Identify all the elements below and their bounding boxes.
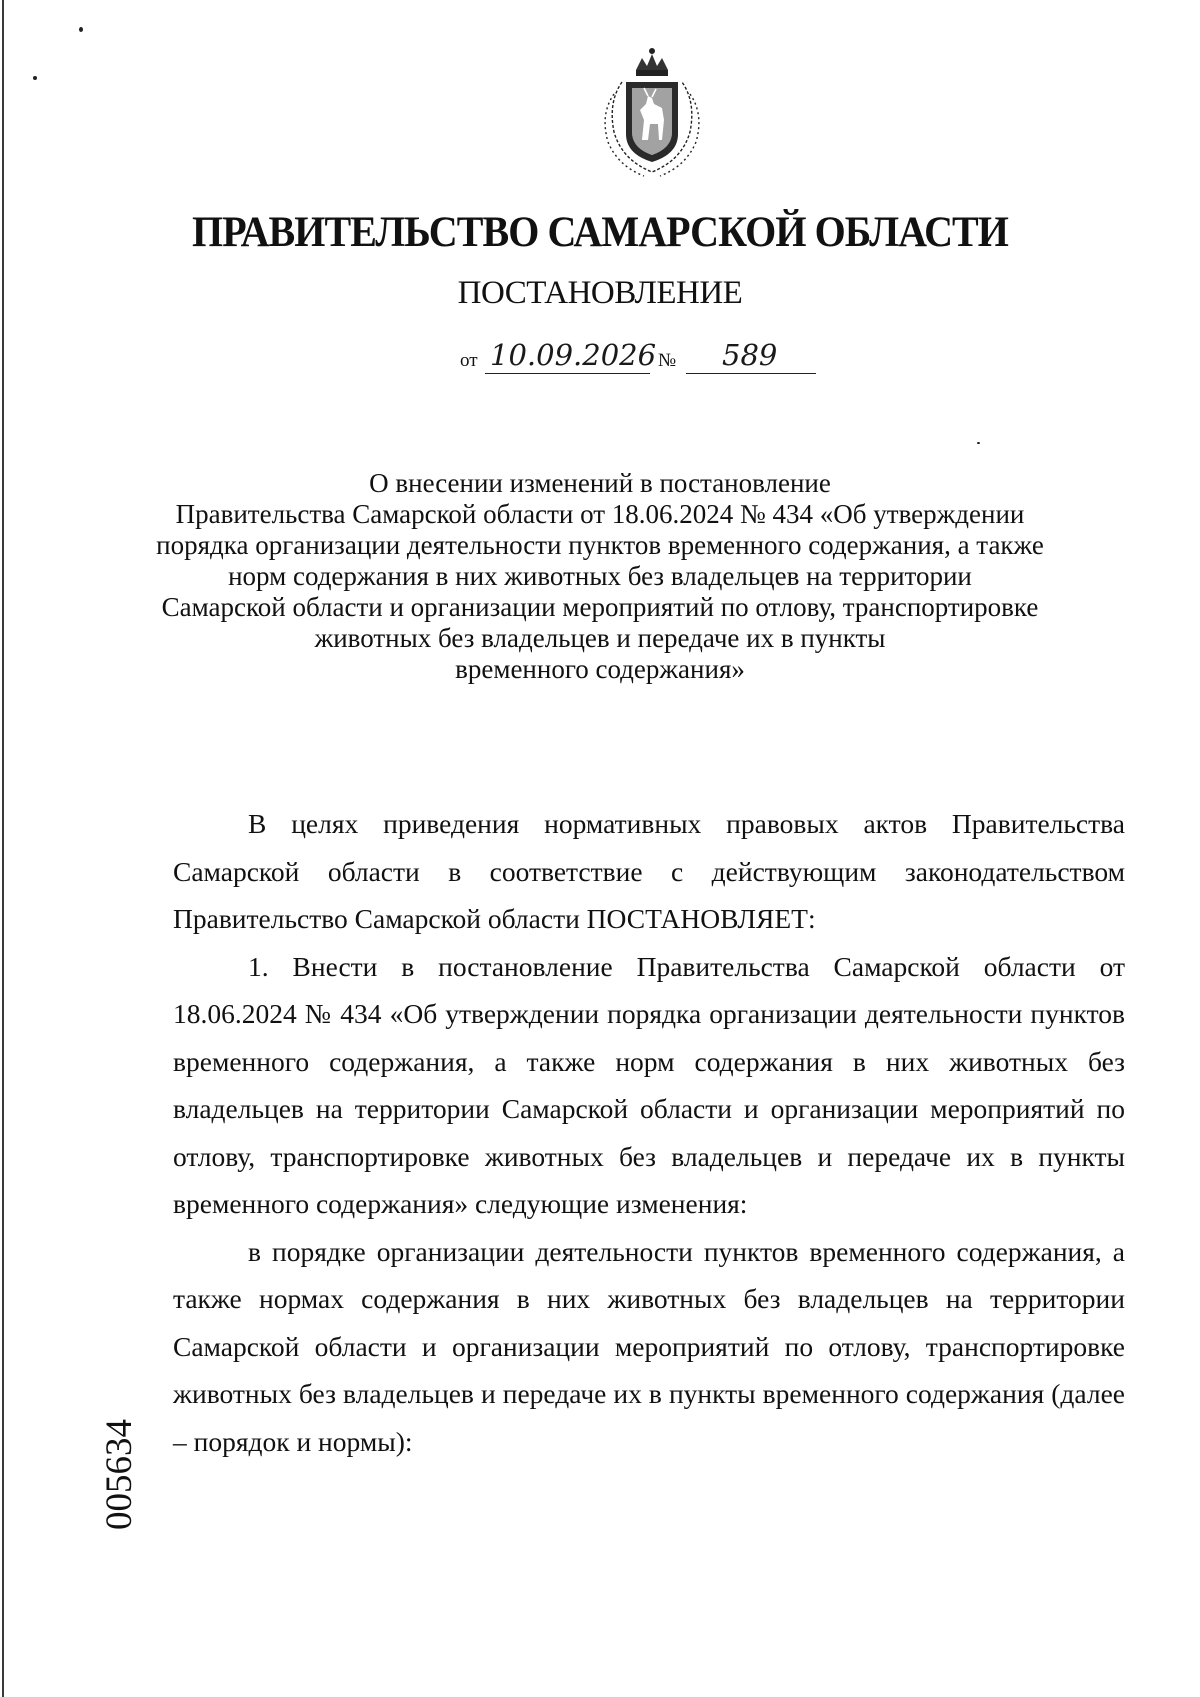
margin-serial-number: 005634 [99, 1419, 140, 1530]
scan-speck [79, 27, 83, 32]
subject-line: Самарской области и организации мероприятий по отлову, транспортировке [161, 592, 1039, 622]
body-paragraph: в порядке организации деятельности пунктов временного содержания, а также нормах содержания в них животных без владельцев на территории Самарской области и организации мероприятий по отлову, транспортировке животных без владельцев и передаче их в пункты временного содержания (далее – порядок и нормы): [173, 1235, 1125, 1457]
page-edge-line [2, 0, 4, 1697]
document-subject [150, 468, 1050, 685]
date-handwritten: 10.09.2026 [490, 338, 657, 372]
number-underline [686, 373, 816, 374]
date-underline [485, 373, 650, 374]
number-prefix: № [658, 350, 677, 371]
subject-line: животных без владельцев и передаче их в пункты [314, 623, 886, 653]
subject-line: временного содержания» [455, 654, 745, 684]
date-number-line [460, 338, 860, 378]
samara-coat-of-arms-icon [592, 42, 712, 180]
scan-speck [33, 76, 37, 80]
document-type: ПОСТАНОВЛЕНИЕ [457, 275, 743, 311]
date-prefix: от [460, 350, 478, 371]
body-paragraph: В целях приведения нормативных правовых актов Правительства Самарской области в соответствие с действующим законодательством Правительство Самарской области ПОСТАНОВЛЯЕТ: [173, 808, 1125, 934]
subject-line: О внесении изменений в постановление [369, 468, 831, 498]
number-handwritten: 589 [722, 338, 778, 372]
subject-line: Правительства Самарской области от 18.06.2024 № 434 «Об утверждении [175, 499, 1025, 529]
scan-speck [977, 442, 980, 444]
subject-line: порядка организации деятельности пунктов временного содержания, а также [156, 530, 1044, 560]
document-body [173, 800, 1125, 1465]
body-paragraph: 1. Внести в постановление Правительства Самарской области от 18.06.2024 № 434 «Об утверждении порядка организации деятельности пунктов временного содержания, а также норм содержания в них животных без владельцев на территории Самарской области и организации мероприятий по отлову, транспортировке животных без владельцев и передаче их в пункты временного содержания» следующие изменения: [173, 950, 1125, 1219]
subject-line: норм содержания в них животных без владельцев на территории [228, 561, 972, 591]
organization-title: ПРАВИТЕЛЬСТВО САМАРСКОЙ ОБЛАСТИ [192, 209, 1008, 256]
